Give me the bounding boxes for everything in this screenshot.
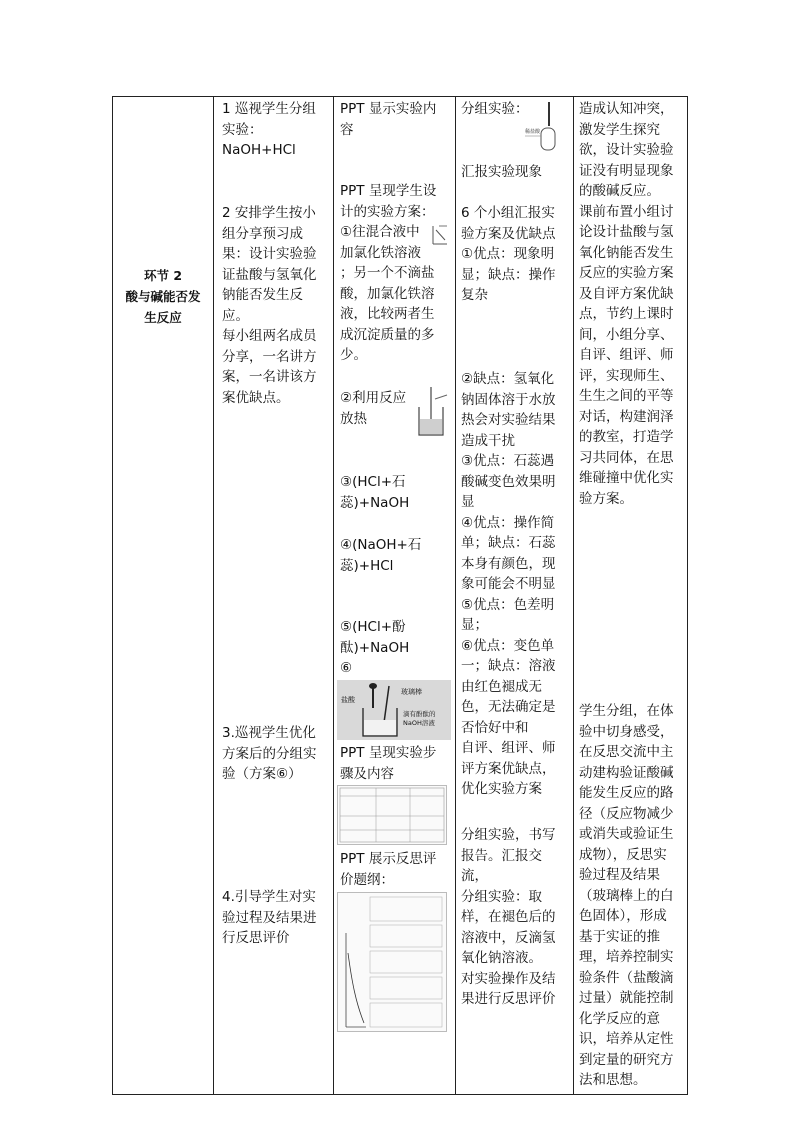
reflection-questions-thumbnail bbox=[337, 892, 447, 1032]
text-line: 评方案优缺点， bbox=[461, 760, 556, 777]
media-text-block bbox=[340, 472, 409, 513]
text-line: PPT 呈现实验步 bbox=[340, 745, 437, 761]
text-line: 否恰好中和 bbox=[461, 719, 529, 736]
student-text-block bbox=[461, 825, 556, 1010]
teacher-text-block bbox=[222, 203, 317, 408]
text-line: 激发学生探究 bbox=[579, 121, 660, 138]
text-line: 行反思评价 bbox=[222, 930, 290, 946]
media-cell bbox=[333, 97, 455, 1094]
text-line: 方案后的分组实 bbox=[222, 745, 317, 762]
text-line: 单；缺点：石蕊 bbox=[461, 535, 556, 551]
beaker-thermometer-icon bbox=[411, 385, 451, 439]
text-line: ①往混合液中 bbox=[340, 224, 420, 240]
figure-label: NaOH溶液 bbox=[403, 719, 435, 727]
text-line: 间，小组分享、 bbox=[579, 326, 674, 343]
text-line: 反应的实验方案 bbox=[579, 265, 674, 281]
text-line: ⑤(HCl+酚 bbox=[340, 619, 406, 635]
text-line: 溶液中，反滴氢 bbox=[461, 929, 556, 946]
student-text-block bbox=[461, 203, 556, 306]
text-line: 显； bbox=[461, 617, 488, 633]
text-line: 径（反应物减少 bbox=[579, 805, 674, 822]
text-line: 理，培养控制实 bbox=[579, 949, 674, 965]
text-line: 显；缺点：操作 bbox=[461, 266, 556, 283]
experiment-steps-thumbnail bbox=[337, 785, 447, 845]
text-line: 学生分组，在体 bbox=[579, 703, 674, 719]
design-intent-cell bbox=[573, 97, 689, 1094]
figure-label: 盐酸 bbox=[341, 696, 355, 704]
text-line: 每小组两名成员 bbox=[222, 328, 317, 344]
text-line: 液，比较两者生 bbox=[340, 306, 435, 322]
text-line: 维碰撞中优化实 bbox=[579, 470, 674, 486]
text-line: 分享，一名讲方 bbox=[222, 348, 317, 365]
text-line: ；另一个不滴盐 bbox=[340, 265, 435, 281]
text-line: 验过程及结果 bbox=[579, 867, 660, 883]
text-line: 的教室，打造学 bbox=[579, 429, 674, 445]
text-line: 案优缺点。 bbox=[222, 389, 290, 406]
text-line: 分组实验：取 bbox=[461, 888, 542, 905]
text-line: 应。 bbox=[222, 307, 249, 324]
text-line: ③优点：石蕊遇 bbox=[461, 453, 555, 469]
text-line: 显 bbox=[461, 494, 475, 510]
text-line: 动建构验证酸碱 bbox=[579, 764, 674, 781]
table-thumbnail-icon bbox=[338, 786, 446, 844]
text-line: 2 安排学生按小 bbox=[222, 205, 316, 221]
stage-subtitle-line: 酸与碱能否发 bbox=[125, 289, 201, 304]
text-line: 酸，加氯化铁溶 bbox=[340, 285, 435, 302]
teacher-activity-cell bbox=[213, 97, 333, 1094]
media-text-block bbox=[340, 181, 436, 366]
text-line: 4.引导学生对实 bbox=[222, 889, 316, 905]
text-line: 6 个小组汇报实 bbox=[461, 205, 555, 221]
text-line: PPT 显示实验内 bbox=[340, 101, 437, 117]
text-line: 造成干扰 bbox=[461, 432, 515, 449]
text-line: 样，在褪色后的 bbox=[461, 909, 556, 925]
text-line: 氧化钠能否发生 bbox=[579, 244, 674, 261]
text-line: 酞)+NaOH bbox=[340, 639, 410, 656]
student-activity-cell bbox=[455, 97, 573, 1094]
text-line: 色，无法确定是 bbox=[461, 699, 556, 715]
graph-thumbnail-icon bbox=[338, 893, 446, 1031]
titration-beaker-image bbox=[337, 680, 451, 740]
text-line: 对实验操作及结 bbox=[461, 970, 556, 987]
text-line: ⑥ bbox=[340, 660, 353, 676]
text-line: 成物），反思实 bbox=[579, 846, 667, 863]
figure-label: 滴有酚酞的 bbox=[403, 710, 436, 718]
stage-title: 环节 2 bbox=[143, 268, 183, 283]
stage-subtitle-line: 生反应 bbox=[144, 310, 182, 325]
text-line: 基于实证的推 bbox=[579, 928, 660, 945]
text-line: ④(NaOH+石 bbox=[340, 537, 422, 553]
text-line: （玻璃棒上的白 bbox=[579, 887, 674, 904]
text-line: 少。 bbox=[340, 347, 367, 363]
text-line: 过量）就能控制 bbox=[579, 990, 674, 1006]
lesson-table bbox=[112, 96, 688, 1095]
text-line: 的酸碱反应。 bbox=[579, 183, 660, 199]
text-line: 热会对实验结果 bbox=[461, 412, 556, 428]
text-line: 计的实验方案： bbox=[340, 203, 435, 220]
text-line: PPT 呈现学生设 bbox=[340, 183, 437, 199]
text-line: 造成认知冲突， bbox=[579, 101, 674, 117]
text-line: 象可能会不明显 bbox=[461, 576, 556, 592]
text-line: 及自评方案优缺 bbox=[579, 285, 674, 302]
text-line: 验（方案⑥） bbox=[222, 766, 302, 782]
text-line: 在反思交流中主 bbox=[579, 744, 674, 760]
text-line: ②缺点：氢氧化 bbox=[461, 371, 555, 387]
text-line: 法和思想。 bbox=[579, 1072, 647, 1088]
text-line: 到定量的研究方 bbox=[579, 1051, 674, 1068]
figure-label: 玻璃棒 bbox=[401, 688, 422, 696]
student-text-block bbox=[461, 369, 556, 800]
text-line: 流， bbox=[461, 868, 488, 884]
text-line: 优化实验方案 bbox=[461, 781, 542, 797]
text-line: 欲，设计实验验 bbox=[579, 142, 674, 158]
text-line: 课前布置小组讨 bbox=[579, 203, 674, 220]
text-line: 组分享预习成 bbox=[222, 225, 303, 242]
text-line: 果：设计实验验 bbox=[222, 246, 317, 262]
media-text-block bbox=[340, 99, 436, 140]
intent-text-block bbox=[579, 701, 674, 1091]
media-text-block bbox=[340, 388, 406, 429]
text-line: NaOH+HCl bbox=[222, 142, 296, 158]
test-tube-dropper-icon bbox=[525, 100, 569, 152]
intent-text-block bbox=[579, 99, 674, 509]
text-line: 果进行反思评价 bbox=[461, 991, 556, 1007]
text-line: 汇报实验现象 bbox=[461, 164, 542, 180]
text-line: 价题纲： bbox=[340, 871, 394, 888]
text-line: 实验： bbox=[222, 121, 263, 138]
text-line: 习共同体，在思 bbox=[579, 449, 674, 466]
text-line: 复杂 bbox=[461, 287, 488, 303]
text-line: 验过程及结果进 bbox=[222, 909, 317, 926]
text-line: 成沉淀质量的多 bbox=[340, 326, 435, 343]
text-line: 骤及内容 bbox=[340, 765, 394, 782]
text-line: 一；缺点：溶液 bbox=[461, 658, 556, 674]
student-text-block bbox=[461, 162, 542, 183]
text-line: 3.巡视学生优化 bbox=[222, 725, 316, 741]
text-line: 自评、组评、师 bbox=[461, 740, 556, 756]
text-line: ⑤优点：色差明 bbox=[461, 596, 555, 613]
filter-apparatus-icon bbox=[427, 224, 453, 246]
text-line: ④优点：操作简 bbox=[461, 514, 555, 531]
teacher-text-block bbox=[222, 887, 317, 949]
text-line: 生生之间的平等 bbox=[579, 388, 674, 404]
text-line: ③(HCl+石 bbox=[340, 474, 406, 490]
text-line: 案，一名讲该方 bbox=[222, 369, 317, 385]
text-line: 钠固体溶于水放 bbox=[461, 391, 556, 408]
text-line: PPT 展示反思评 bbox=[340, 851, 437, 867]
text-line: 识，培养从定性 bbox=[579, 1031, 674, 1047]
figure-label: 稀盐酸 bbox=[525, 129, 541, 135]
text-line: 验方案。 bbox=[579, 490, 633, 507]
media-text-block bbox=[340, 849, 436, 890]
text-line: 自评、组评、师 bbox=[579, 347, 674, 363]
text-line: 能发生反应的路 bbox=[579, 785, 674, 801]
text-line: 蕊)+NaOH bbox=[340, 494, 410, 511]
text-line: ⑥优点：变色单 bbox=[461, 637, 555, 654]
text-line: 对话，构建润泽 bbox=[579, 408, 674, 425]
text-line: ②利用反应 bbox=[340, 390, 407, 406]
text-line: 报告。汇报交 bbox=[461, 847, 542, 864]
text-line: 蕊)+HCl bbox=[340, 557, 394, 574]
text-line: 色固体），形成 bbox=[579, 908, 667, 924]
text-line: 化学反应的意 bbox=[579, 1010, 660, 1027]
text-line: 论设计盐酸与氢 bbox=[579, 224, 674, 240]
teacher-text-block bbox=[222, 99, 316, 161]
text-line: 验方案及优缺点 bbox=[461, 225, 556, 242]
text-line: 点，节约上课时 bbox=[579, 306, 674, 322]
media-text-block bbox=[340, 535, 421, 576]
text-line: 本身有颜色，现 bbox=[461, 555, 556, 572]
media-text-block bbox=[340, 743, 436, 784]
text-line: 容 bbox=[340, 121, 354, 138]
student-text-block bbox=[461, 99, 529, 120]
text-line: 评，实现师生、 bbox=[579, 367, 674, 384]
text-line: 证没有明显现象 bbox=[579, 162, 674, 179]
text-line: 加氯化铁溶液 bbox=[340, 244, 421, 261]
text-line: 证盐酸与氢氧化 bbox=[222, 266, 317, 283]
text-line: 验条件（盐酸滴 bbox=[579, 969, 674, 986]
text-line: 氧化钠溶液。 bbox=[461, 950, 542, 966]
text-line: 酸碱变色效果明 bbox=[461, 473, 556, 490]
media-text-block bbox=[340, 617, 409, 679]
text-line: 由红色褪成无 bbox=[461, 678, 542, 695]
teacher-text-block bbox=[222, 723, 317, 785]
text-line: 钠能否发生反 bbox=[222, 287, 303, 303]
text-line: 验中切身感受， bbox=[579, 723, 674, 740]
text-line: ①优点：现象明 bbox=[461, 246, 555, 262]
text-line: 分组实验，书写 bbox=[461, 827, 556, 843]
stage-cell bbox=[113, 97, 213, 1094]
text-line: 分组实验： bbox=[461, 101, 529, 117]
text-line: 放热 bbox=[340, 410, 367, 427]
text-line: 或消失或验证生 bbox=[579, 826, 674, 842]
text-line: 1 巡视学生分组 bbox=[222, 101, 316, 117]
